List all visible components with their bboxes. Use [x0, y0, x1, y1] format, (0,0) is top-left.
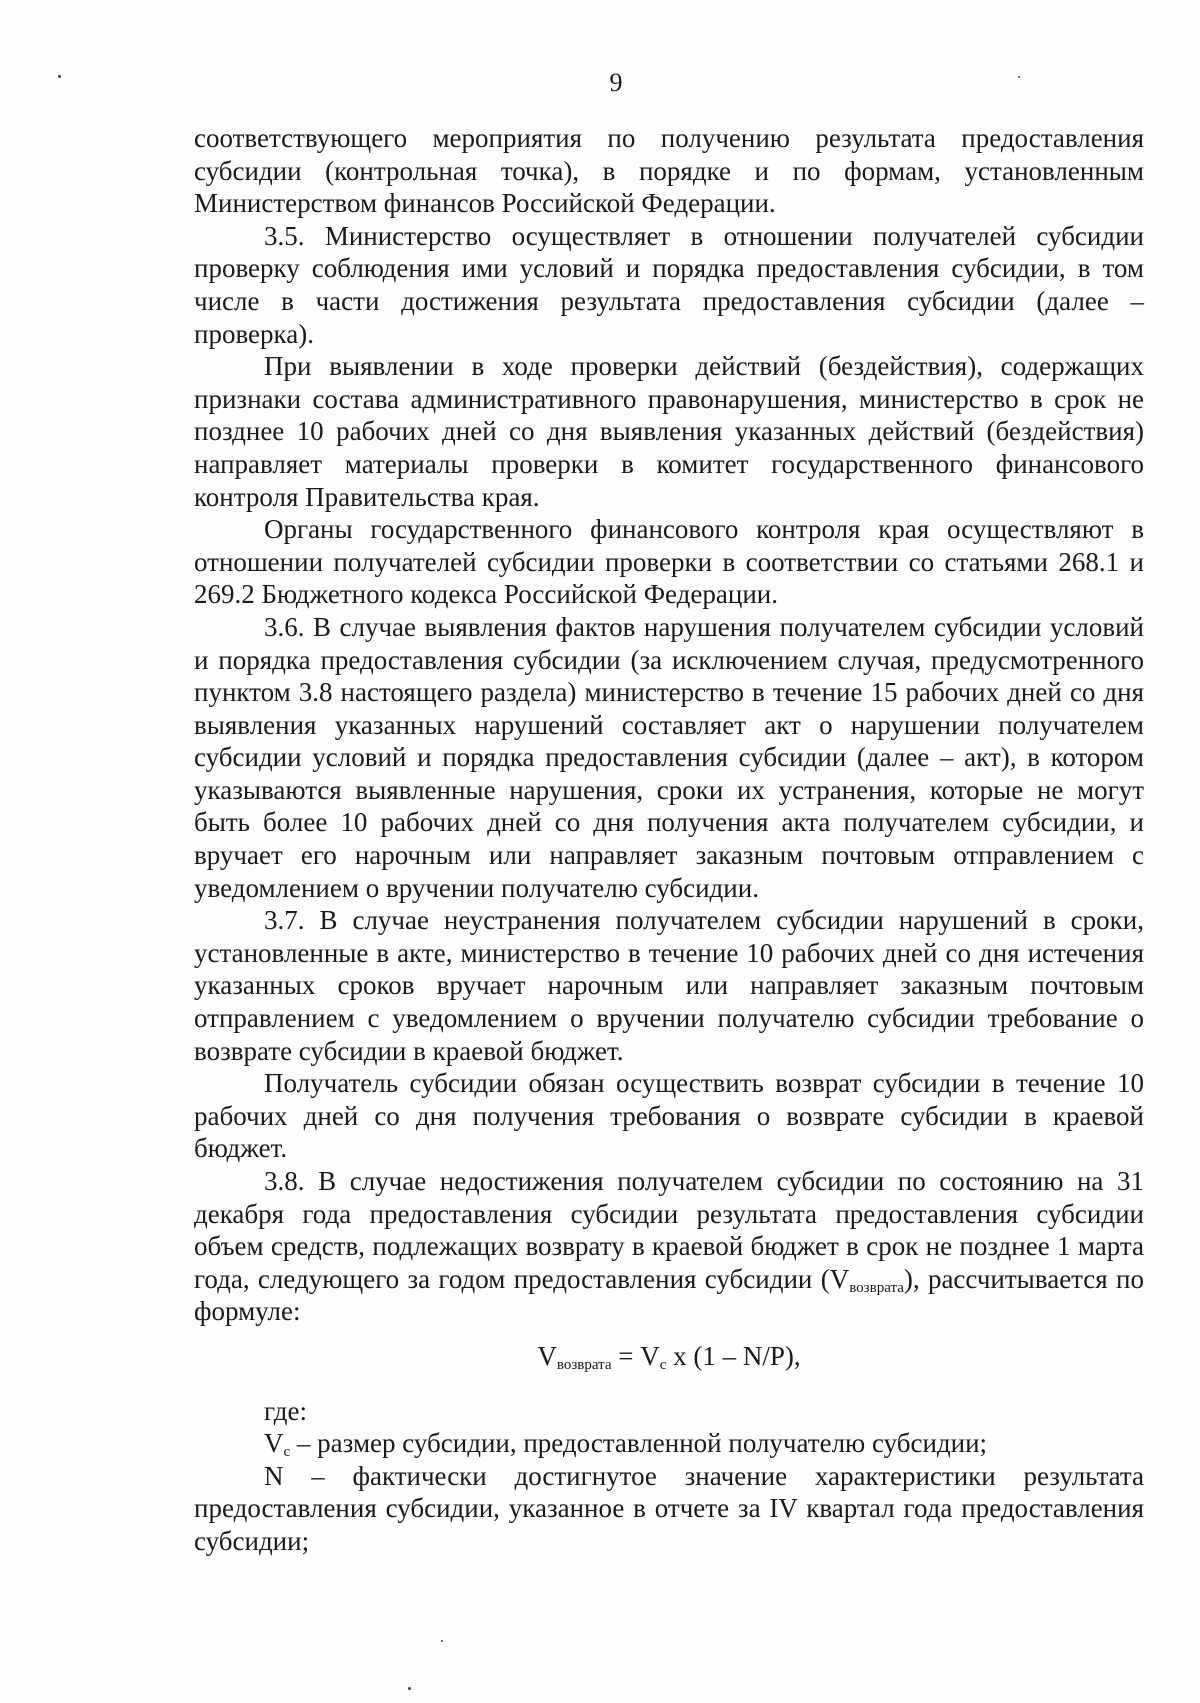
formula-v-subscript: возврата — [556, 1356, 612, 1373]
paragraph-vc-definition — [194, 1427, 1144, 1460]
paragraph-n-definition: N – фактически достигнутое значение характеристики результата предоставления субсидии, указанное в отчете за IV квартал года предоставления субсидии; — [194, 1460, 1144, 1556]
paragraph-continuation: соответствующего мероприятия по получению результата предоставления субсидии (контрольная точка), в порядке и по формам, установленным Министерством финансов Российской Федерации. — [194, 123, 1144, 219]
formula-v: V — [537, 1340, 557, 1371]
vc-subscript: с — [283, 1444, 291, 1461]
paragraph-3-6: 3.6. В случае выявления фактов нарушения получателем субсидии условий и порядка предоставления субсидии (за исключением случая, предусмотренного пунктом 3.8 настоящего раздела) министерство в течение 15 рабочих дней со дня выявления указанных нарушений составляет акт о нарушении получателем субсидии условий и порядка предоставления субсидии (далее – акт), в котором указываются выявленные нарушения, сроки их устранения, которые не могут быть более 10 рабочих дней со дня получения акта получателем субсидии, и вручает его нарочным или направляет заказным почтовым отправлением с уведомлением о вручении получателю субсидии. — [194, 611, 1144, 903]
paragraph-where: где: — [264, 1395, 307, 1426]
vc-text: – размер субсидии, предоставленной получателю субсидии; — [290, 1428, 988, 1459]
formula-equals: = V — [611, 1340, 660, 1371]
document-body — [194, 122, 1144, 1558]
paragraph-3-8-main: 3.8. В случае недостижения получателем субсидии по состоянию на 31 декабря года предоставления субсидии результата предоставления субсидии объем средств, подлежащих возврату в краевой бюджет в срок не позднее 1 марта года, следующего за годом предоставления субсидии (V — [194, 1166, 1144, 1294]
paragraph-3-7: 3.7. В случае неустранения получателем субсидии нарушений в сроки, установленные в акте, министерство в течение 10 рабочих дней со дня истечения указанных сроков вручает нарочным или направляет заказным почтовым отправлением с уведомлением о вручении получателю субсидии требование о возврате субсидии в краевой бюджет. — [194, 905, 1144, 1066]
page-number: 9 — [609, 68, 623, 97]
refund-formula — [194, 1340, 1144, 1373]
scan-speck — [408, 1687, 411, 1690]
paragraph-refund-obligation: Получатель субсидии обязан осуществить возврат субсидии в течение 10 рабочих дней со дня получения требования о возврате субсидии в краевой бюджет. — [194, 1068, 1144, 1164]
paragraph-3-8-subscript: возврата — [849, 1279, 904, 1296]
paragraph-violation-detection: При выявлении в ходе проверки действий (бездействия), содержащих признаки состава административного правонарушения, министерство в срок не позднее 10 рабочих дней со дня выявления указанных действий (бездействия) направляет материалы проверки в комитет государственного финансового контроля Правительства края. — [194, 351, 1144, 512]
paragraph-financial-control: Органы государственного финансового контроля края осуществляют в отношении получателей субсидии проверки в соответствии со статьями 268.1 и 269.2 Бюджетного кодекса Российской Федерации. — [194, 514, 1144, 610]
paragraph-3-5: 3.5. Министерство осуществляет в отношении получателей субсидии проверку соблюдения ими условий и порядка предоставления субсидии, в том числе в части достижения результата предоставления субсидии (далее – проверка). — [194, 220, 1144, 349]
scan-speck — [1018, 76, 1020, 78]
paragraph-3-8-tail: ), рассчитывается по формуле: — [194, 1263, 1144, 1327]
formula-c-subscript: с — [659, 1356, 667, 1373]
formula-tail: x (1 – N/P), — [666, 1340, 801, 1371]
scan-speck — [58, 75, 61, 78]
vc-symbol: V — [264, 1428, 284, 1459]
paragraph-3-8 — [194, 1165, 1144, 1328]
scan-speck — [441, 1640, 443, 1642]
